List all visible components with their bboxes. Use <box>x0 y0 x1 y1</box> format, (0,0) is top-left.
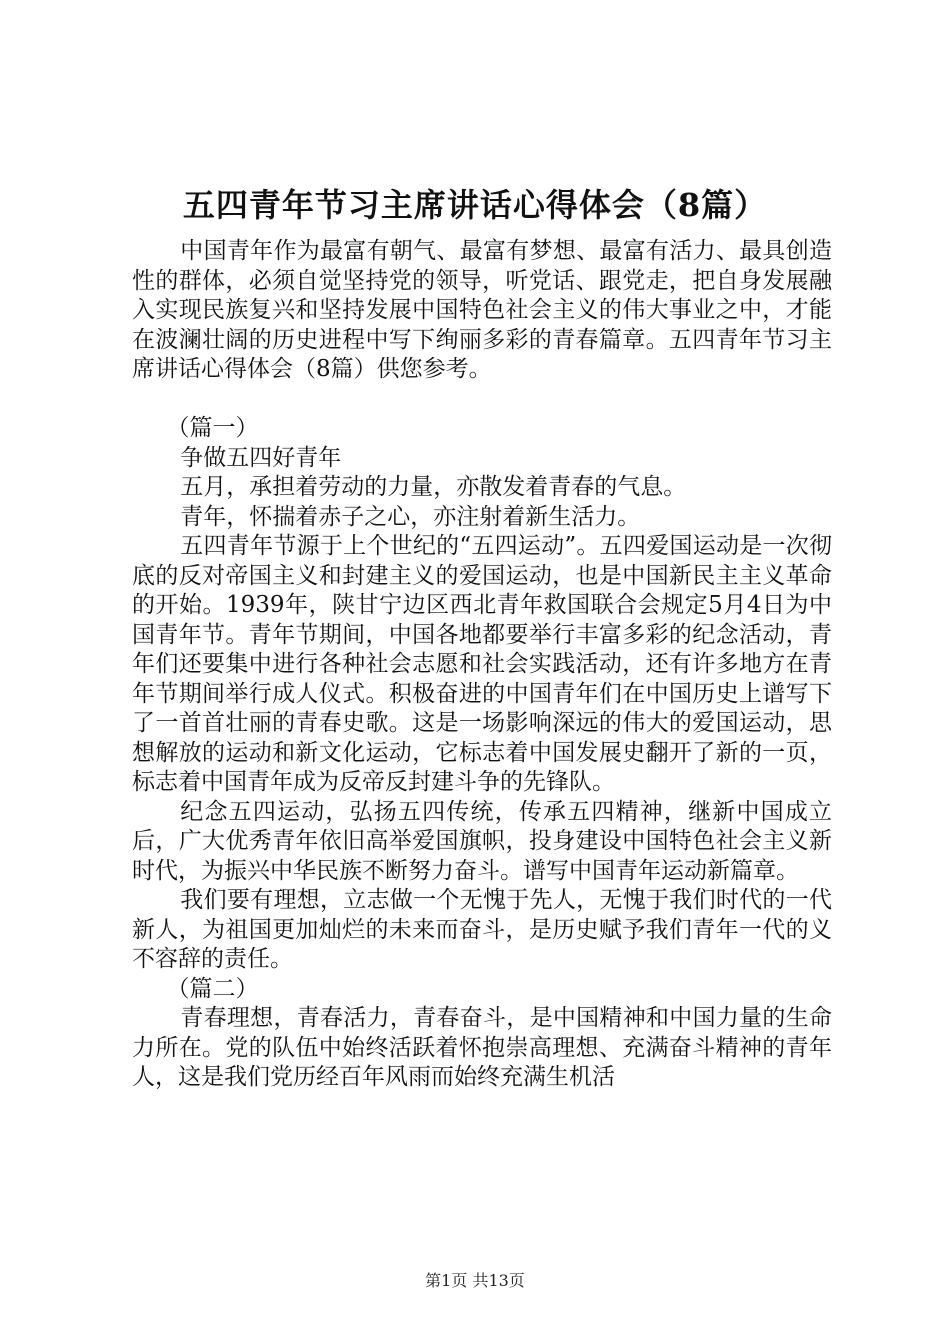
section1-label: （篇一） <box>166 415 259 441</box>
intro-paragraph: 中国青年作为最富有朝气、最富有梦想、最富有活力、最具创造性的群体，必须自觉坚持党的领导，听党话、跟党走，把自身发展融入实现民族复兴和坚持发展中国特色社会主义的伟大事业之中，才能在波澜壮阔的历史进程中写下绚丽多彩的青春篇章。五四青年节习主席讲话心得体会（8篇）供您参考。 <box>132 238 832 382</box>
section1-paragraph: 五四青年节源于上个世纪的“五四运动”。五四爱国运动是一次彻底的反对帝国主义和封建主义的爱国运动，也是中国新民主主义革命的开始。1939年，陕甘宁边区西北青年救国联合会规定5月4日为中国青年节。青年节期间，中国各地都要举行丰富多彩的纪念活动，青年们还要集中进行各种社会志愿和社会实践活动，还有许多地方在青年节期间举行成人仪式。积极奋进的中国青年们在中国历史上谱写下了一首首壮丽的青春史歌。这是一场影响深远的伟大的爱国运动，思想解放的运动和新文化运动，它标志着中国发展史翻开了新的一页，标志着中国青年成为反帝反封建斗争的先锋队。 <box>132 533 832 795</box>
document-title: 五四青年节习主席讲话心得体会（8篇） <box>182 186 768 224</box>
section1-paragraph: 我们要有理想，立志做一个无愧于先人，无愧于我们时代的一代新人，为祖国更加灿烂的未来而奋斗，是历史赋予我们青年一代的义不容辞的责任。 <box>132 887 832 972</box>
section1-paragraph: 青年，怀揣着赤子之心，亦注射着新生活力。 <box>180 503 641 530</box>
page-footer: 第1页 共13页 <box>425 1271 525 1290</box>
section1-paragraph: 纪念五四运动，弘扬五四传统，传承五四精神，继新中国成立后，广大优秀青年依旧高举爱国旗帜，投身建设中国特色社会主义新时代，为振兴中华民族不断努力奋斗。谱写中国青年运动新篇章。 <box>132 798 832 884</box>
section2-label: （篇二） <box>166 975 259 1002</box>
section1-heading: 争做五四好青年 <box>180 444 342 471</box>
document-body <box>132 237 832 1093</box>
section2-paragraph: 青春理想，青春活力，青春奋斗，是中国精神和中国力量的生命力所在。党的队伍中始终活跃着怀抱崇高理想、充满奋斗精神的青年人，这是我们党历经百年风雨而始终充满生机活 <box>132 1005 832 1090</box>
section1-paragraph: 五月，承担着劳动的力量，亦散发着青春的气息。 <box>180 474 687 500</box>
